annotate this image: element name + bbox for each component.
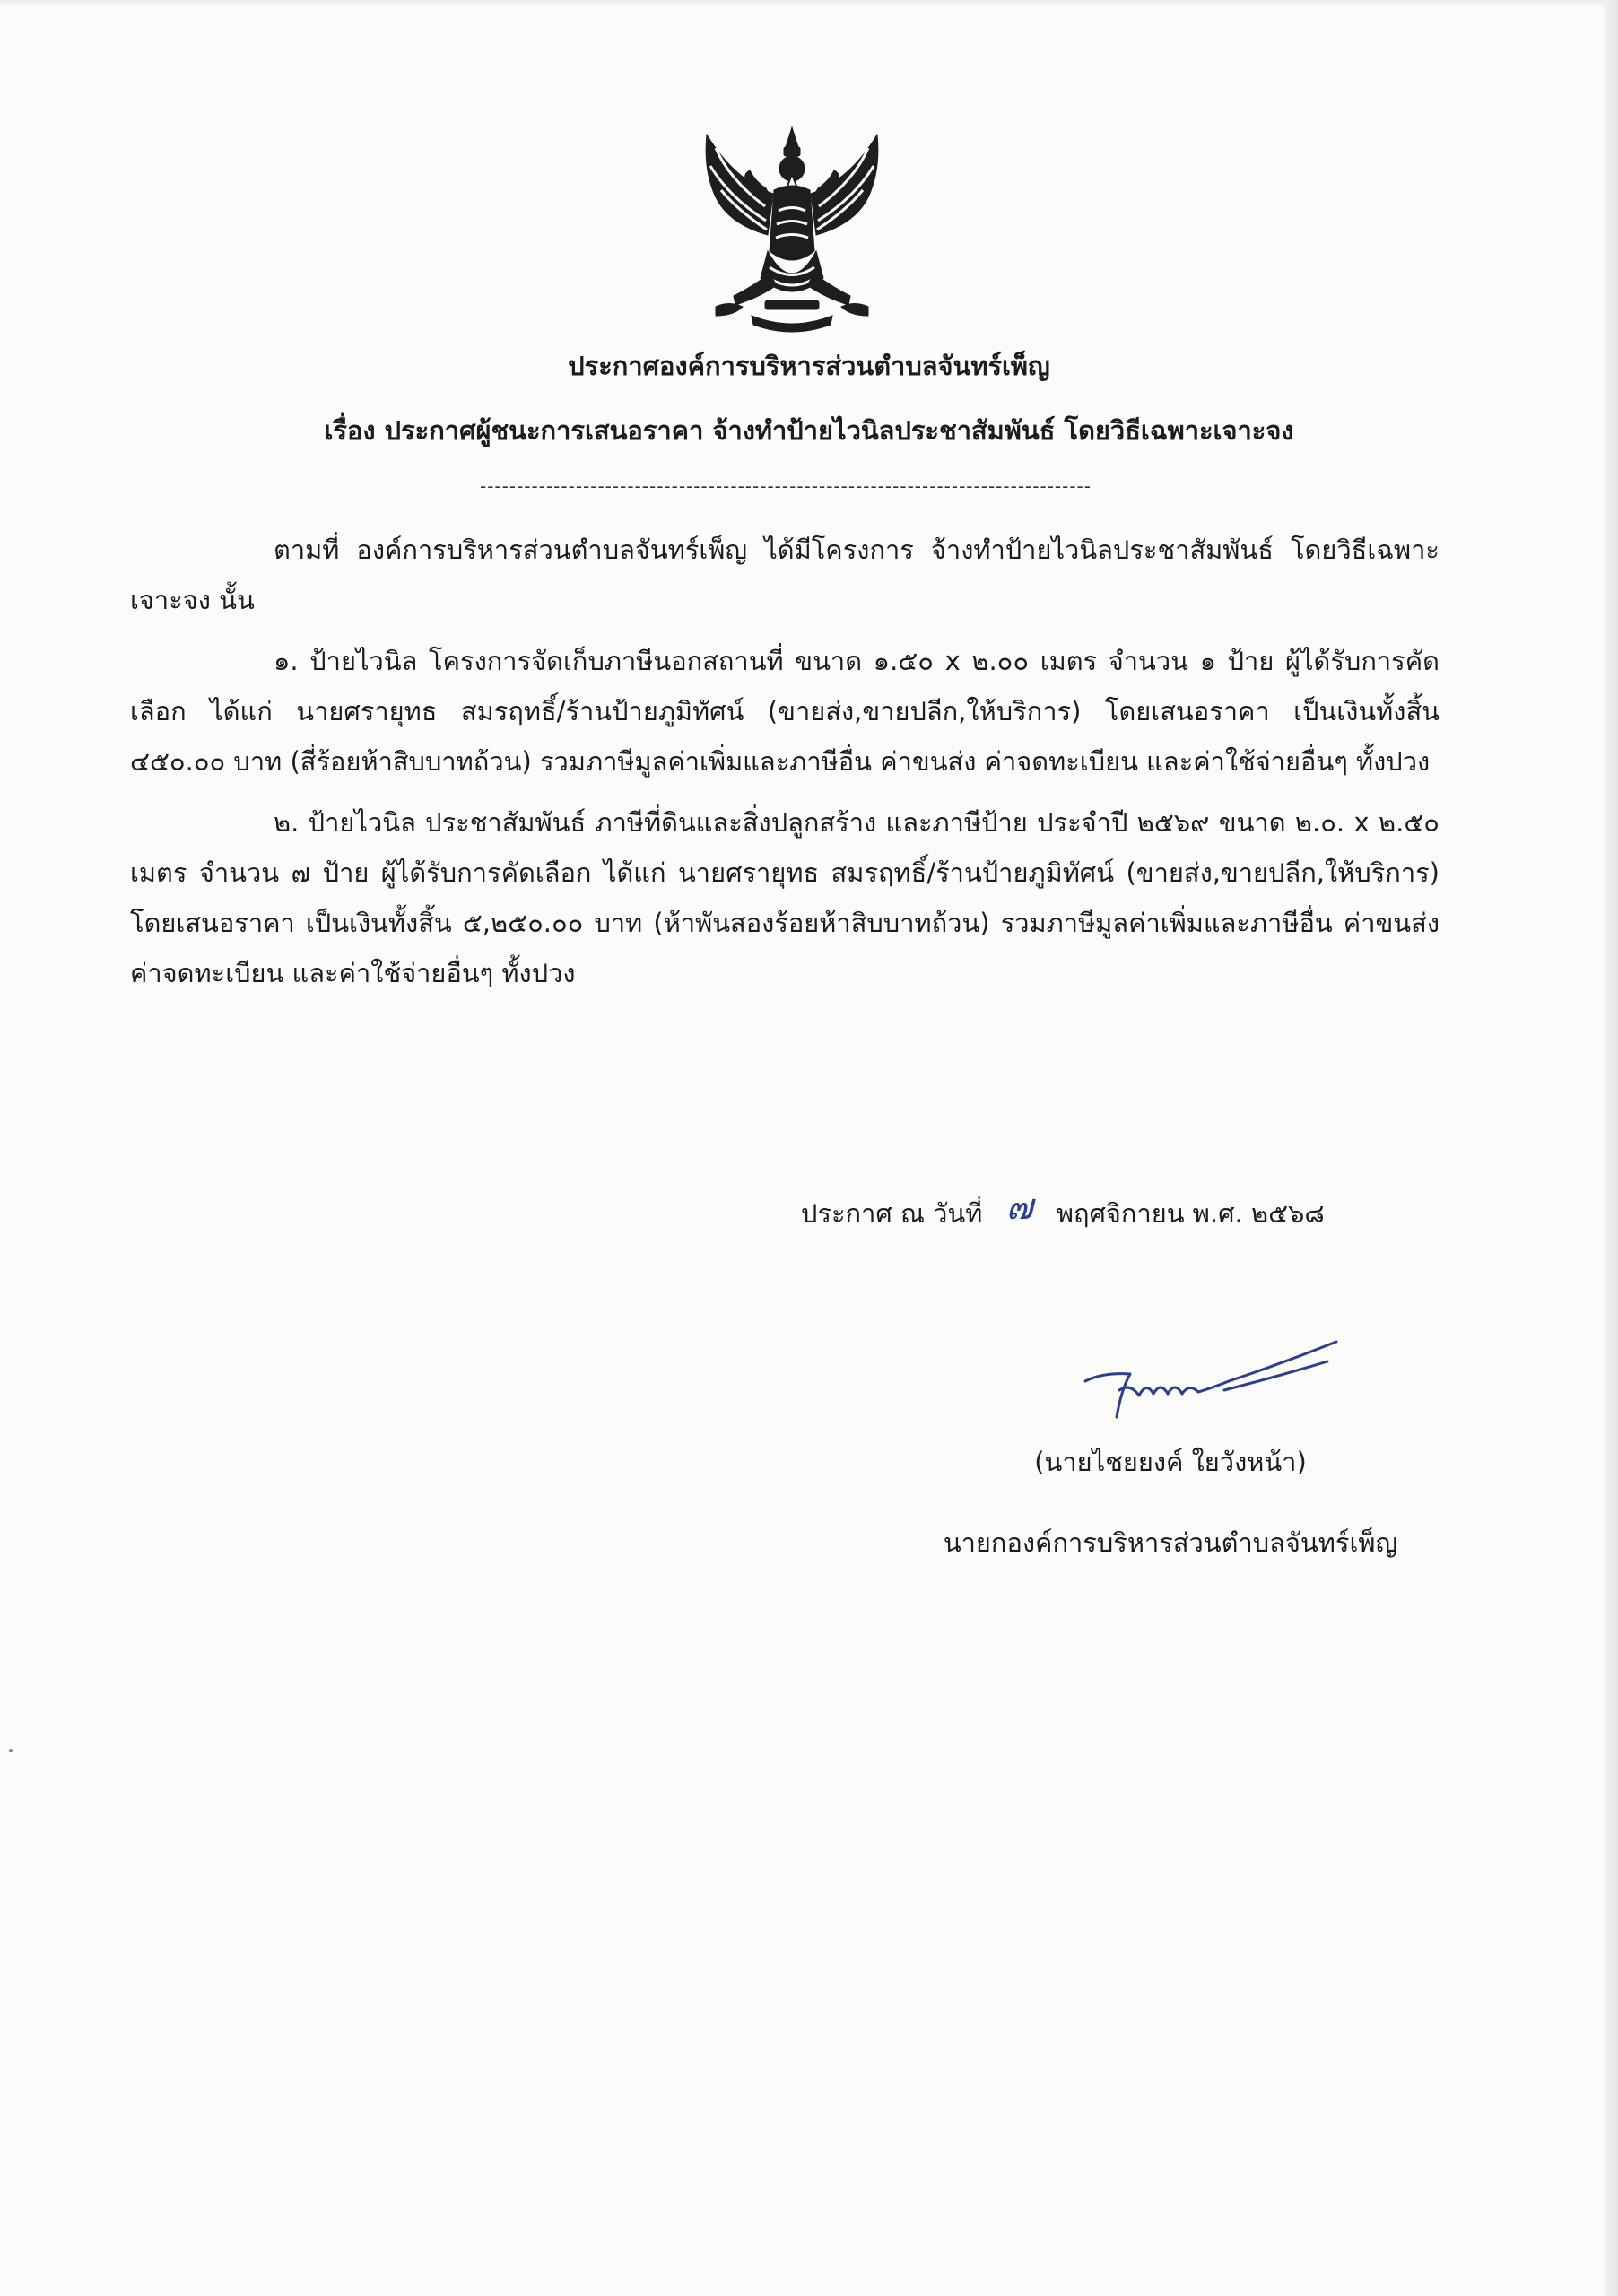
announcement-day: ๗ — [1005, 1187, 1033, 1228]
announcement-body — [130, 525, 1440, 1009]
announcement-date-prefix: ประกาศ ณ วันที่ — [801, 1198, 983, 1229]
announcement-subject: เรื่อง ประกาศผู้ชนะการเสนอราคา จ้างทำป้ายไวนิลประชาสัมพันธ์ โดยวิธีเฉพาะเจาะจง — [324, 415, 1294, 446]
item-2-paragraph: ๒. ป้ายไวนิล ประชาสัมพันธ์ ภาษีที่ดินและสิ่งปลูกสร้าง และภาษีป้าย ประจำปี ๒๕๖๙ ขนาด ๒.๐. x ๒.๕๐ เมตร จำนวน ๗ ป้าย ผู้ได้รับการคัดเลือก ได้แก่ นายศรายุทธ สมรฤทธิ์/ร้านป้ายภูมิทัศน์ (ขายส่ง,ขายปลีก,ให้บริการ) โดยเสนอราคา เป็นเงินทั้งสิ้น ๕,๒๕๐.๐๐ บาท (ห้าพันสองร้อยห้าสิบบาทถ้วน) รวมภาษีมูลค่าเพิ่มและภาษีอื่น ค่าขนส่ง ค่าจดทะเบียน และค่าใช้จ่ายอื่นๆ ทั้งปวง — [130, 807, 1440, 988]
intro-paragraph: ตามที่ องค์การบริหารส่วนตำบลจันทร์เพ็ญ ได้มีโครงการ จ้างทำป้ายไวนิลประชาสัมพันธ์ โดยวิธีเฉพาะเจาะจง นั้น — [130, 535, 1440, 615]
scan-right-edge — [1605, 0, 1618, 2296]
section-divider: ----------------------------------------------------------------------------------- — [480, 475, 1092, 497]
organization-title: ประกาศองค์การบริหารส่วนตำบลจันทร์เพ็ญ — [568, 351, 1050, 381]
signer-position: นายกองค์การบริหารส่วนตำบลจันทร์เพ็ญ — [943, 1527, 1398, 1558]
garuda-emblem-icon — [680, 117, 904, 341]
scan-top-shadow — [0, 0, 1618, 9]
announcement-month-year: พฤศจิกายน พ.ศ. ๒๕๖๘ — [1056, 1198, 1325, 1229]
announcement-date-line — [801, 1186, 1325, 1239]
signer-name: (นายไชยยงค์ ใยวังหน้า) — [1034, 1447, 1307, 1477]
scan-speck — [9, 1749, 13, 1752]
item-1-paragraph: ๑. ป้ายไวนิล โครงการจัดเก็บภาษีนอกสถานที่ ขนาด ๑.๕๐ x ๒.๐๐ เมตร จำนวน ๑ ป้าย ผู้ได้รับการคัดเลือก ได้แก่ นายศรายุทธ สมรฤทธิ์/ร้านป้ายภูมิทัศน์ (ขายส่ง,ขายปลีก,ให้บริการ) โดยเสนอราคา เป็นเงินทั้งสิ้น ๔๕๐.๐๐ บาท (สี่ร้อยห้าสิบบาทถ้วน) รวมภาษีมูลค่าเพิ่มและภาษีอื่น ค่าขนส่ง ค่าจดทะเบียน และค่าใช้จ่ายอื่นๆ ทั้งปวง — [130, 646, 1440, 777]
handwritten-signature — [1067, 1336, 1372, 1435]
